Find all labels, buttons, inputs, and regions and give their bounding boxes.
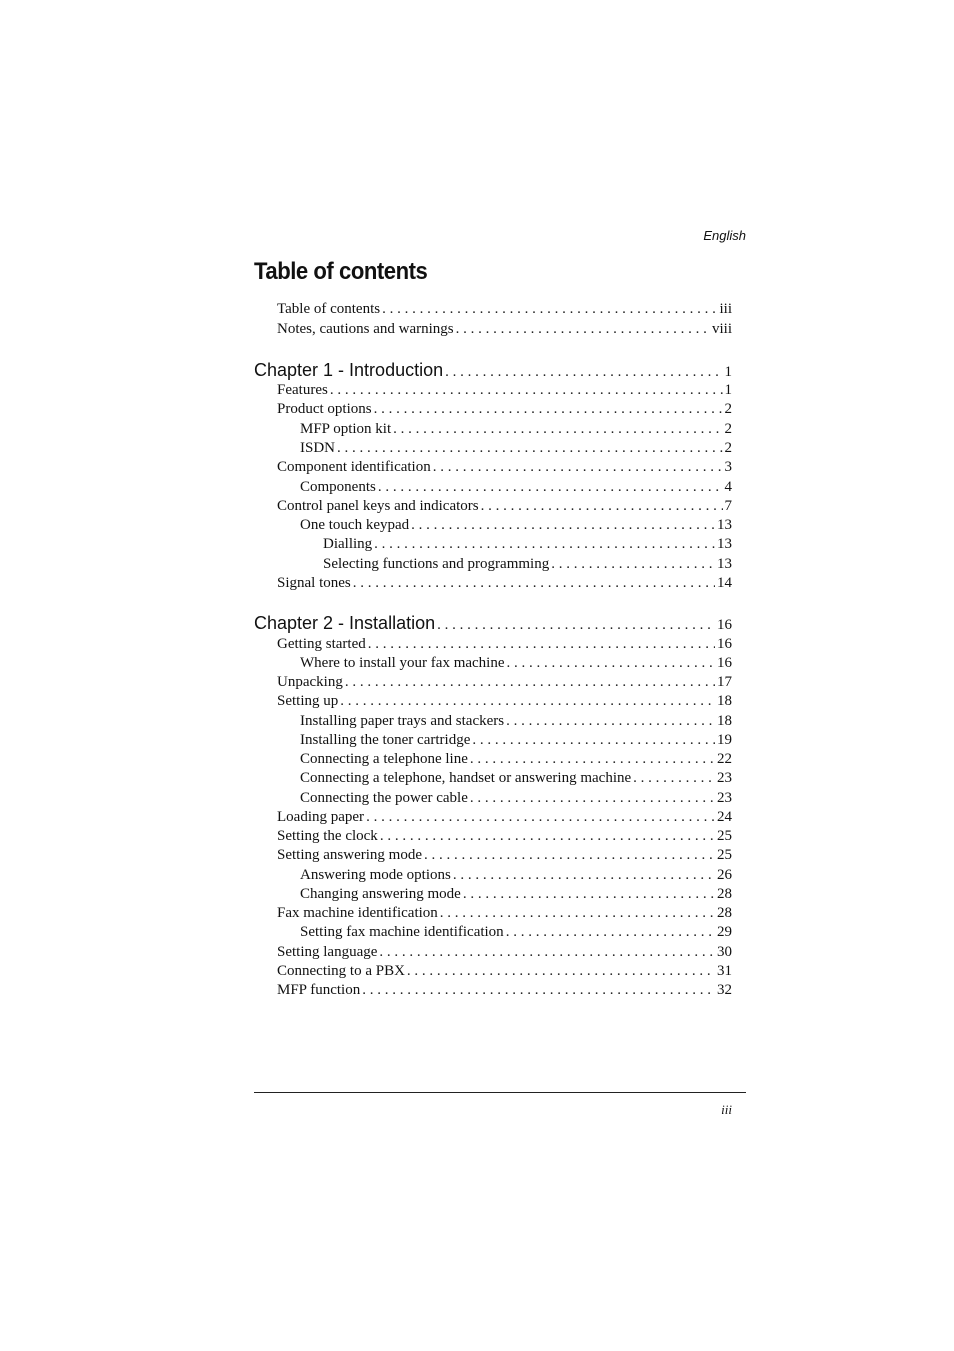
toc-entry-page: 13 xyxy=(717,517,732,533)
toc-dot-leader xyxy=(506,712,715,731)
toc-entry[interactable] xyxy=(254,300,732,319)
toc-entry-page: 2 xyxy=(724,401,732,417)
toc-entry-label: Control panel keys and indicators xyxy=(277,498,479,514)
toc-entry-label: Answering mode options xyxy=(300,867,451,883)
toc-dot-leader xyxy=(340,692,715,711)
toc-dot-leader xyxy=(368,635,715,654)
toc-dot-leader xyxy=(337,439,722,458)
toc-dot-leader xyxy=(380,827,715,846)
toc-entry-label: Connecting the power cable xyxy=(300,790,468,806)
toc-entry-page: 18 xyxy=(717,713,732,729)
toc-entry[interactable] xyxy=(254,712,732,731)
toc-dot-leader xyxy=(470,750,715,769)
toc-entry-label: Fax machine identification xyxy=(277,905,438,921)
toc-entry-label: Changing answering mode xyxy=(300,886,461,902)
toc-entry-label: Table of contents xyxy=(277,301,381,317)
toc-dot-leader xyxy=(407,962,715,981)
toc-dot-leader xyxy=(374,535,715,554)
toc-entry-label: Unpacking xyxy=(277,674,343,690)
toc-dot-leader xyxy=(374,400,723,419)
toc-entry[interactable] xyxy=(254,962,732,981)
toc-dot-leader xyxy=(362,981,715,1000)
toc-dot-leader xyxy=(378,478,723,497)
toc-entry-page: 13 xyxy=(717,536,732,552)
toc-dot-leader xyxy=(507,654,715,673)
toc-dot-leader xyxy=(453,866,715,885)
toc-entry[interactable] xyxy=(254,574,732,593)
footer-divider xyxy=(254,1092,746,1093)
language-label: English xyxy=(703,228,746,243)
toc-entry[interactable] xyxy=(254,478,732,497)
toc-entry-page: 1 xyxy=(724,382,732,398)
toc-dot-leader xyxy=(382,300,717,319)
toc-entry[interactable] xyxy=(254,981,732,1000)
toc-entry-page: 28 xyxy=(717,905,732,921)
toc-entry[interactable] xyxy=(254,535,732,554)
toc-entry-label: Chapter 2 - Installation xyxy=(254,613,436,633)
toc-entry-page: 2 xyxy=(724,440,732,456)
toc-entry-page: 2 xyxy=(724,421,732,437)
toc-dot-leader xyxy=(424,846,715,865)
toc-entry-label: Chapter 1 - Introduction xyxy=(254,360,444,380)
toc-entry-label: Selecting functions and programming xyxy=(323,556,550,572)
toc-entry-page: 32 xyxy=(717,982,732,998)
toc-entry-page: 14 xyxy=(717,575,732,591)
toc-entry-label: Where to install your fax machine xyxy=(300,655,505,671)
toc-entry[interactable] xyxy=(254,320,732,339)
toc-dot-leader xyxy=(393,420,722,439)
toc-entry[interactable] xyxy=(254,885,732,904)
toc-entry-page: 3 xyxy=(724,459,732,475)
toc-entry[interactable] xyxy=(254,400,732,419)
toc-entry[interactable] xyxy=(254,923,732,942)
toc-entry-label: Setting the clock xyxy=(277,828,378,844)
toc-entry-label: Setting fax machine identification xyxy=(300,924,504,940)
toc-entry-label: Features xyxy=(277,382,328,398)
toc-entry[interactable] xyxy=(254,516,732,535)
toc-chapter-entry[interactable] xyxy=(254,359,732,383)
toc-entry[interactable] xyxy=(254,904,732,923)
toc-entry[interactable] xyxy=(254,439,732,458)
toc-entry-label: ISDN xyxy=(300,440,336,456)
toc-dot-leader xyxy=(472,731,715,750)
toc-dot-leader xyxy=(445,361,722,383)
toc-entry-page: 23 xyxy=(717,790,732,806)
toc-entry-label: Setting up xyxy=(277,693,339,709)
toc-entry-page: 25 xyxy=(717,828,732,844)
toc-entry-label: Connecting a telephone line xyxy=(300,751,468,767)
toc-entry-page: 26 xyxy=(717,867,732,883)
toc-dot-leader xyxy=(366,808,715,827)
toc-entry-label: Loading paper xyxy=(277,809,365,825)
toc-entry-page: 24 xyxy=(717,809,732,825)
toc-entry-label: Installing the toner cartridge xyxy=(300,732,471,748)
toc-dot-leader xyxy=(330,381,723,400)
toc-entry-label: Getting started xyxy=(277,636,366,652)
toc-entry[interactable] xyxy=(254,769,732,788)
toc-entry-page: 4 xyxy=(724,479,732,495)
toc-entry-page: 7 xyxy=(724,498,732,514)
toc-dot-leader xyxy=(345,673,715,692)
toc-entry[interactable] xyxy=(254,458,732,477)
toc-entry-label: MFP function xyxy=(277,982,361,998)
page-number: iii xyxy=(721,1102,732,1117)
toc-entry-page: 18 xyxy=(717,693,732,709)
toc-entry-label: Connecting to a PBX xyxy=(277,963,405,979)
toc-entry[interactable] xyxy=(254,673,732,692)
toc-entry[interactable] xyxy=(254,943,732,962)
toc-entry[interactable] xyxy=(254,497,732,516)
toc-dot-leader xyxy=(456,320,710,339)
toc-entry-page: 16 xyxy=(717,617,732,633)
toc-dot-leader xyxy=(470,789,715,808)
toc-entry[interactable] xyxy=(254,827,732,846)
toc-dot-leader xyxy=(481,497,723,516)
toc-chapter-entry[interactable] xyxy=(254,612,732,636)
toc-entry[interactable] xyxy=(254,789,732,808)
page-title: Table of contents xyxy=(254,258,428,285)
toc-dot-leader xyxy=(506,923,715,942)
toc-dot-leader xyxy=(551,555,715,574)
toc-entry-label: Setting answering mode xyxy=(277,847,422,863)
toc-entry[interactable] xyxy=(254,846,732,865)
toc-entry-page: 28 xyxy=(717,886,732,902)
toc-entry-label: Connecting a telephone, handset or answering machine xyxy=(300,770,632,786)
toc-entry[interactable] xyxy=(254,381,732,400)
toc-entry-page: 25 xyxy=(717,847,732,863)
toc-dot-leader xyxy=(633,769,715,788)
toc-entry-page: viii xyxy=(711,321,732,337)
toc-entry[interactable] xyxy=(254,654,732,673)
toc-entry[interactable] xyxy=(254,750,732,769)
toc-entry-label: MFP option kit xyxy=(300,421,392,437)
toc-entry-page: 29 xyxy=(717,924,732,940)
toc-entry-page: 31 xyxy=(717,963,732,979)
toc-entry-label: Setting language xyxy=(277,944,378,960)
toc-dot-leader xyxy=(437,614,715,636)
toc-entry-page: 22 xyxy=(717,751,732,767)
toc-entry[interactable] xyxy=(254,808,732,827)
toc-entry[interactable] xyxy=(254,731,732,750)
toc-entry[interactable] xyxy=(254,866,732,885)
toc-dot-leader xyxy=(463,885,715,904)
toc-entry-label: Notes, cautions and warnings xyxy=(277,321,454,337)
toc-dot-leader xyxy=(433,458,723,477)
toc-dot-leader xyxy=(440,904,715,923)
toc-entry-label: Components xyxy=(300,479,376,495)
toc-entry[interactable] xyxy=(254,635,732,654)
toc-entry-page: 1 xyxy=(724,364,732,380)
toc-entry-label: Product options xyxy=(277,401,372,417)
toc-entry-page: 30 xyxy=(717,944,732,960)
toc-entry[interactable] xyxy=(254,420,732,439)
toc-entry-page: 13 xyxy=(717,556,732,572)
toc-entry-page: 17 xyxy=(717,674,732,690)
toc-entry-label: Dialling xyxy=(323,536,373,552)
toc-entry-label: Component identification xyxy=(277,459,431,475)
toc-entry[interactable] xyxy=(254,692,732,711)
toc-entry[interactable] xyxy=(254,555,732,574)
toc-dot-leader xyxy=(411,516,715,535)
toc-entry-label: Installing paper trays and stackers xyxy=(300,713,505,729)
toc-entry-label: Signal tones xyxy=(277,575,351,591)
toc-entry-page: iii xyxy=(719,301,732,317)
toc-entry-page: 23 xyxy=(717,770,732,786)
toc-dot-leader xyxy=(379,943,715,962)
toc-entry-page: 19 xyxy=(717,732,732,748)
toc-entry-page: 16 xyxy=(717,655,732,671)
toc-entry-page: 16 xyxy=(717,636,732,652)
toc-dot-leader xyxy=(353,574,715,593)
toc-entry-label: One touch keypad xyxy=(300,517,410,533)
